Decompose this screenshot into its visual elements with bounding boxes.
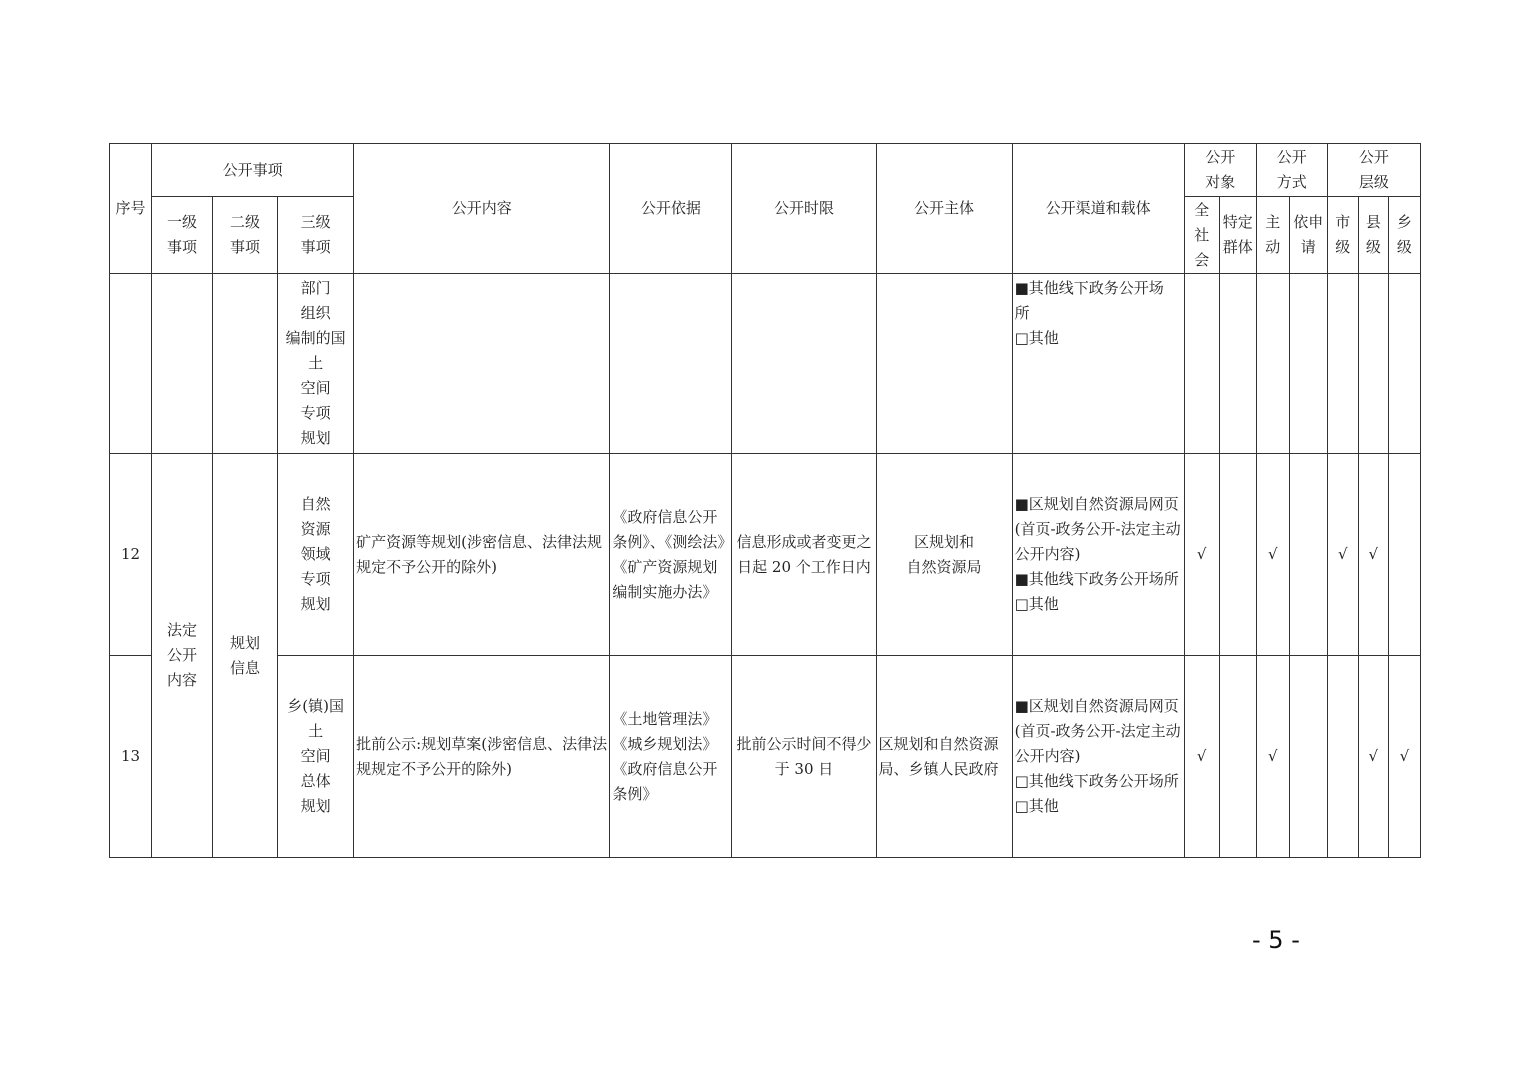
row-level3: 自然 资源 领域 专项 规划 (278, 454, 354, 656)
row-town (1388, 274, 1420, 454)
row-time-limit: 批前公示时间不得少于 30 日 (732, 656, 876, 858)
row-county: √ (1358, 656, 1388, 858)
row-level1-merged: 法定 公开 内容 (152, 454, 213, 858)
row-city (1327, 274, 1358, 454)
row-basis: 《政府信息公开条例》、《测绘法》《矿产资源规划编制实施办法》 (610, 454, 732, 656)
header-level2: 二级 事项 (213, 197, 278, 274)
row-level2-merged: 规划 信息 (213, 454, 278, 858)
row-subject: 区规划和自然资源局、乡镇人民政府 (876, 656, 1012, 858)
row-seq (110, 274, 152, 454)
row-time-limit (732, 274, 876, 454)
header-level-city: 市 级 (1327, 197, 1358, 274)
header-channel: 公开渠道和载体 (1012, 144, 1184, 274)
row-subject: 区规划和 自然资源局 (876, 454, 1012, 656)
row-basis: 《土地管理法》《城乡规划法》《政府信息公开条例》 (610, 656, 732, 858)
row-channel: ■区规划自然资源局网页(首页-政务公开-法定主动公开内容) ■其他线下政务公开场所 □其他 (1012, 454, 1184, 656)
row-content (354, 274, 610, 454)
row-channel: ■其他线下政务公开场 所 □其他 (1012, 274, 1184, 454)
table-row (110, 274, 1421, 454)
header-level3: 三级 事项 (278, 197, 354, 274)
header-subject: 公开主体 (876, 144, 1012, 274)
row-content: 矿产资源等规划(涉密信息、法律法规规定不予公开的除外) (354, 454, 610, 656)
header-items: 公开事项 (152, 144, 354, 197)
header-method: 公开 方式 (1256, 144, 1327, 197)
row-active (1256, 274, 1289, 454)
row-active: √ (1256, 454, 1289, 656)
page-number: - 5 - (1252, 926, 1300, 954)
header-level-county: 县 级 (1358, 197, 1388, 274)
row-apply (1289, 274, 1327, 454)
row-level1 (152, 274, 213, 454)
header-time-limit: 公开时限 (732, 144, 876, 274)
row-all (1184, 274, 1219, 454)
table-row (110, 454, 1421, 656)
row-basis (610, 274, 732, 454)
row-all: √ (1184, 656, 1219, 858)
header-level: 公开 层级 (1327, 144, 1420, 197)
header-level1: 一级 事项 (152, 197, 213, 274)
row-level2 (213, 274, 278, 454)
header-target-all: 全 社 会 (1184, 197, 1219, 274)
row-level3: 乡(镇)国 土 空间 总体 规划 (278, 656, 354, 858)
row-channel: ■区规划自然资源局网页(首页-政务公开-法定主动公开内容) □其他线下政务公开场所 □其他 (1012, 656, 1184, 858)
table-row (110, 656, 1421, 858)
header-content: 公开内容 (354, 144, 610, 274)
row-apply (1289, 656, 1327, 858)
row-specific (1219, 656, 1256, 858)
header-level-town: 乡 级 (1388, 197, 1420, 274)
row-apply (1289, 454, 1327, 656)
header-method-apply: 依申 请 (1289, 197, 1327, 274)
header-method-active: 主 动 (1256, 197, 1289, 274)
disclosure-table (109, 143, 1421, 858)
row-time-limit: 信息形成或者变更之日起 20 个工作日内 (732, 454, 876, 656)
row-active: √ (1256, 656, 1289, 858)
row-content: 批前公示:规划草案(涉密信息、法律法规规定不予公开的除外) (354, 656, 610, 858)
row-seq: 13 (110, 656, 152, 858)
row-specific (1219, 454, 1256, 656)
row-city (1327, 656, 1358, 858)
row-level3: 部门 组织 编制的国 土 空间 专项 规划 (278, 274, 354, 454)
row-seq: 12 (110, 454, 152, 656)
row-subject (876, 274, 1012, 454)
row-county (1358, 274, 1388, 454)
header-basis: 公开依据 (610, 144, 732, 274)
row-county: √ (1358, 454, 1388, 656)
header-target: 公开 对象 (1184, 144, 1256, 197)
row-city: √ (1327, 454, 1358, 656)
row-all: √ (1184, 454, 1219, 656)
header-seq: 序号 (110, 144, 152, 274)
row-specific (1219, 274, 1256, 454)
row-town: √ (1388, 656, 1420, 858)
header-target-specific: 特定 群体 (1219, 197, 1256, 274)
row-town (1388, 454, 1420, 656)
